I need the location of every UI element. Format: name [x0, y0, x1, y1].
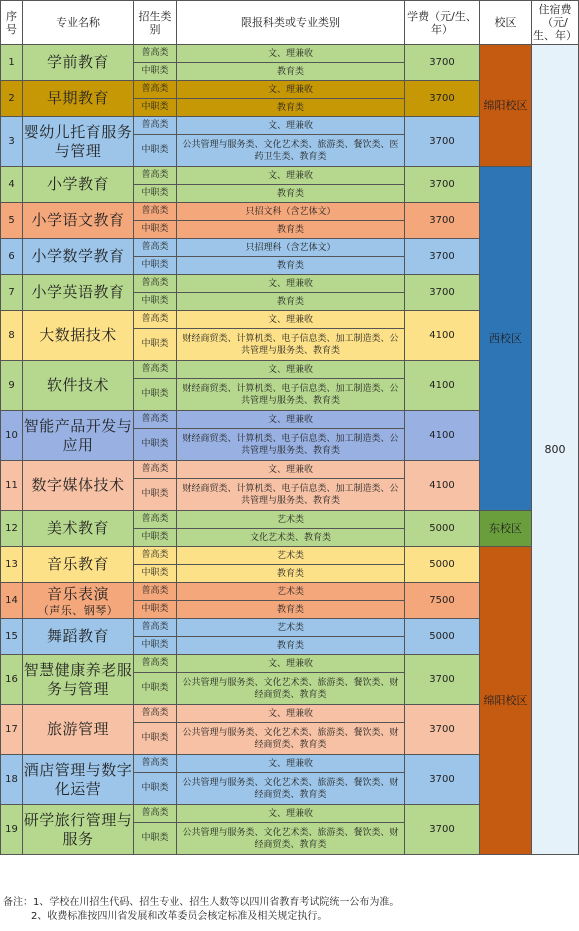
major-name-text: 软件技术	[46, 376, 109, 394]
header-lodging: 住宿费（元/生、年）	[532, 1, 579, 45]
limit-cell: 文、理兼收	[177, 805, 405, 823]
major-name-text: 小学英语教育	[31, 283, 125, 301]
limit-cell: 艺术类	[177, 511, 405, 529]
limit-cell: 公共管理与服务类、文化艺术类、旅游类、餐饮类、医药卫生类、教育类	[177, 135, 405, 167]
category-cell: 中职类	[134, 637, 177, 655]
table-row	[1, 547, 579, 565]
limit-cell: 文、理兼收	[177, 275, 405, 293]
category-cell: 中职类	[134, 293, 177, 311]
seq-cell: 12	[1, 511, 23, 547]
header-row	[1, 1, 579, 45]
header-fee: 学费（元/生、年）	[405, 1, 480, 45]
category-cell: 普高类	[134, 619, 177, 637]
category-cell: 中职类	[134, 823, 177, 855]
limit-cell: 只招文科（含艺体文）	[177, 203, 405, 221]
category-cell: 中职类	[134, 529, 177, 547]
major-name-text: 婴幼儿托育服务与管理	[23, 122, 133, 160]
major-subtitle: （声乐、钢琴）	[37, 603, 119, 617]
limit-cell: 财经商贸类、计算机类、电子信息类、加工制造类、公共管理与服务类、教育类	[177, 479, 405, 511]
major-name	[23, 311, 134, 361]
limit-cell: 文、理兼收	[177, 411, 405, 429]
limit-cell: 教育类	[177, 185, 405, 203]
category-cell: 中职类	[134, 479, 177, 511]
major-name	[23, 411, 134, 461]
seq-cell: 15	[1, 619, 23, 655]
category-cell: 普高类	[134, 45, 177, 63]
fee-cell: 5000	[405, 547, 480, 583]
category-cell: 中职类	[134, 601, 177, 619]
limit-cell: 教育类	[177, 601, 405, 619]
campus-cell: 绵阳校区	[480, 45, 532, 167]
seq-cell: 14	[1, 583, 23, 619]
limit-cell: 文、理兼收	[177, 117, 405, 135]
category-cell: 中职类	[134, 185, 177, 203]
category-cell: 中职类	[134, 329, 177, 361]
major-name	[23, 547, 134, 583]
limit-cell: 教育类	[177, 565, 405, 583]
major-name	[23, 461, 134, 511]
seq-cell: 10	[1, 411, 23, 461]
category-cell: 中职类	[134, 221, 177, 239]
category-cell: 中职类	[134, 673, 177, 705]
limit-cell: 教育类	[177, 257, 405, 275]
seq-cell: 2	[1, 81, 23, 117]
category-cell: 中职类	[134, 379, 177, 411]
limit-cell: 只招理科（含艺体文）	[177, 239, 405, 257]
limit-cell: 公共管理与服务类、文化艺术类、旅游类、餐饮类、财经商贸类、教育类	[177, 773, 405, 805]
campus-cell: 西校区	[480, 167, 532, 511]
major-name	[23, 805, 134, 855]
seq-cell: 6	[1, 239, 23, 275]
major-name	[23, 275, 134, 311]
seq-cell: 7	[1, 275, 23, 311]
limit-cell: 财经商贸类、计算机类、电子信息类、加工制造类、公共管理与服务类、教育类	[177, 329, 405, 361]
major-name	[23, 239, 134, 275]
seq-cell: 9	[1, 361, 23, 411]
category-cell: 普高类	[134, 805, 177, 823]
category-cell: 中职类	[134, 135, 177, 167]
major-name	[23, 203, 134, 239]
category-cell: 普高类	[134, 311, 177, 329]
remark-1: 备注：1、学校在川招生代码、招生专业、招生人数等以四川省教育考试院统一公布为准。	[3, 897, 400, 908]
limit-cell: 文、理兼收	[177, 311, 405, 329]
fee-cell: 3700	[405, 755, 480, 805]
limit-cell: 教育类	[177, 63, 405, 81]
major-name-text: 学前教育	[46, 53, 109, 71]
fee-cell: 3700	[405, 275, 480, 311]
seq-cell: 3	[1, 117, 23, 167]
header-category: 招生类别	[134, 1, 177, 45]
category-cell: 普高类	[134, 547, 177, 565]
major-name	[23, 117, 134, 167]
limit-cell: 财经商贸类、计算机类、电子信息类、加工制造类、公共管理与服务类、教育类	[177, 429, 405, 461]
limit-cell: 公共管理与服务类、文化艺术类、旅游类、餐饮类、财经商贸类、教育类	[177, 723, 405, 755]
campus-cell: 绵阳校区	[480, 547, 532, 855]
limit-cell: 艺术类	[177, 619, 405, 637]
limit-cell: 文、理兼收	[177, 705, 405, 723]
seq-cell: 19	[1, 805, 23, 855]
category-cell: 中职类	[134, 99, 177, 117]
category-cell: 普高类	[134, 275, 177, 293]
major-name	[23, 81, 134, 117]
major-name-text: 旅游管理	[46, 720, 109, 738]
fee-cell: 5000	[405, 511, 480, 547]
fee-cell: 3700	[405, 81, 480, 117]
limit-cell: 教育类	[177, 99, 405, 117]
major-name-text: 智慧健康养老服务与管理	[23, 660, 133, 698]
major-name-text: 智能产品开发与应用	[23, 416, 133, 454]
fee-cell: 3700	[405, 239, 480, 275]
seq-cell: 16	[1, 655, 23, 705]
category-cell: 中职类	[134, 565, 177, 583]
table-row	[1, 45, 579, 63]
major-name	[23, 705, 134, 755]
limit-cell: 艺术类	[177, 547, 405, 565]
major-name-text: 小学语文教育	[31, 211, 125, 229]
seq-cell: 5	[1, 203, 23, 239]
major-name	[23, 167, 134, 203]
major-name	[23, 511, 134, 547]
fee-cell: 3700	[405, 203, 480, 239]
fee-cell: 3700	[405, 45, 480, 81]
major-name	[23, 755, 134, 805]
limit-cell: 教育类	[177, 221, 405, 239]
major-name-text: 数字媒体技术	[31, 476, 125, 494]
category-cell: 普高类	[134, 755, 177, 773]
seq-cell: 8	[1, 311, 23, 361]
limit-cell: 财经商贸类、计算机类、电子信息类、加工制造类、公共管理与服务类、教育类	[177, 379, 405, 411]
limit-cell: 公共管理与服务类、文化艺术类、旅游类、餐饮类、财经商贸类、教育类	[177, 673, 405, 705]
fee-cell: 7500	[405, 583, 480, 619]
fee-cell: 4100	[405, 361, 480, 411]
major-name-text: 小学数学教育	[31, 247, 125, 265]
fee-cell: 4100	[405, 311, 480, 361]
seq-cell: 1	[1, 45, 23, 81]
fee-cell: 4100	[405, 411, 480, 461]
table-row	[1, 511, 579, 529]
category-cell: 中职类	[134, 723, 177, 755]
seq-cell: 11	[1, 461, 23, 511]
fee-cell: 3700	[405, 167, 480, 203]
category-cell: 普高类	[134, 361, 177, 379]
major-name-text: 大数据技术	[39, 326, 117, 344]
category-cell: 中职类	[134, 773, 177, 805]
lodging-fee-cell: 800	[532, 45, 579, 855]
category-cell: 中职类	[134, 429, 177, 461]
category-cell: 普高类	[134, 461, 177, 479]
fee-cell: 4100	[405, 461, 480, 511]
header-limit: 限报科类或专业类别	[177, 1, 405, 45]
major-name	[23, 619, 134, 655]
seq-cell: 13	[1, 547, 23, 583]
seq-cell: 4	[1, 167, 23, 203]
major-name-text: 音乐教育	[46, 555, 109, 573]
limit-cell: 艺术类	[177, 583, 405, 601]
header-seq: 序号	[1, 1, 23, 45]
header-campus: 校区	[480, 1, 532, 45]
major-name-text: 酒店管理与数字化运营	[23, 760, 133, 798]
major-name-text: 研学旅行管理与服务	[23, 810, 133, 848]
seq-cell: 18	[1, 755, 23, 805]
fee-cell: 3700	[405, 805, 480, 855]
category-cell: 普高类	[134, 583, 177, 601]
major-name-text: 音乐表演	[46, 584, 109, 603]
limit-cell: 公共管理与服务类、文化艺术类、旅游类、餐饮类、财经商贸类、教育类	[177, 823, 405, 855]
category-cell: 普高类	[134, 239, 177, 257]
campus-cell: 东校区	[480, 511, 532, 547]
category-cell: 普高类	[134, 117, 177, 135]
limit-cell: 文、理兼收	[177, 81, 405, 99]
major-name	[23, 45, 134, 81]
major-name-text: 舞蹈教育	[46, 627, 109, 645]
remarks	[3, 896, 577, 924]
limit-cell: 文、理兼收	[177, 361, 405, 379]
category-cell: 普高类	[134, 705, 177, 723]
limit-cell: 文、理兼收	[177, 167, 405, 185]
fee-cell: 3700	[405, 705, 480, 755]
limit-cell: 文、理兼收	[177, 755, 405, 773]
major-name	[23, 655, 134, 705]
major-name-text: 小学教育	[46, 175, 109, 193]
category-cell: 中职类	[134, 63, 177, 81]
category-cell: 普高类	[134, 167, 177, 185]
limit-cell: 文化艺术类、教育类	[177, 529, 405, 547]
fee-cell: 3700	[405, 117, 480, 167]
category-cell: 普高类	[134, 411, 177, 429]
table-row	[1, 167, 579, 185]
limit-cell: 教育类	[177, 293, 405, 311]
category-cell: 普高类	[134, 655, 177, 673]
header-major: 专业名称	[23, 1, 134, 45]
category-cell: 普高类	[134, 203, 177, 221]
major-name-text: 美术教育	[46, 519, 109, 537]
limit-cell: 文、理兼收	[177, 461, 405, 479]
major-name	[23, 361, 134, 411]
limit-cell: 文、理兼收	[177, 655, 405, 673]
fee-cell: 3700	[405, 655, 480, 705]
seq-cell: 17	[1, 705, 23, 755]
major-name	[23, 583, 134, 619]
fee-cell: 5000	[405, 619, 480, 655]
category-cell: 普高类	[134, 81, 177, 99]
category-cell: 普高类	[134, 511, 177, 529]
category-cell: 中职类	[134, 257, 177, 275]
limit-cell: 教育类	[177, 637, 405, 655]
major-name-text: 早期教育	[46, 89, 109, 107]
remark-2: 2、收费标准按四川省发展和改革委员会核定标准及相关规定执行。	[31, 911, 328, 922]
limit-cell: 文、理兼收	[177, 45, 405, 63]
